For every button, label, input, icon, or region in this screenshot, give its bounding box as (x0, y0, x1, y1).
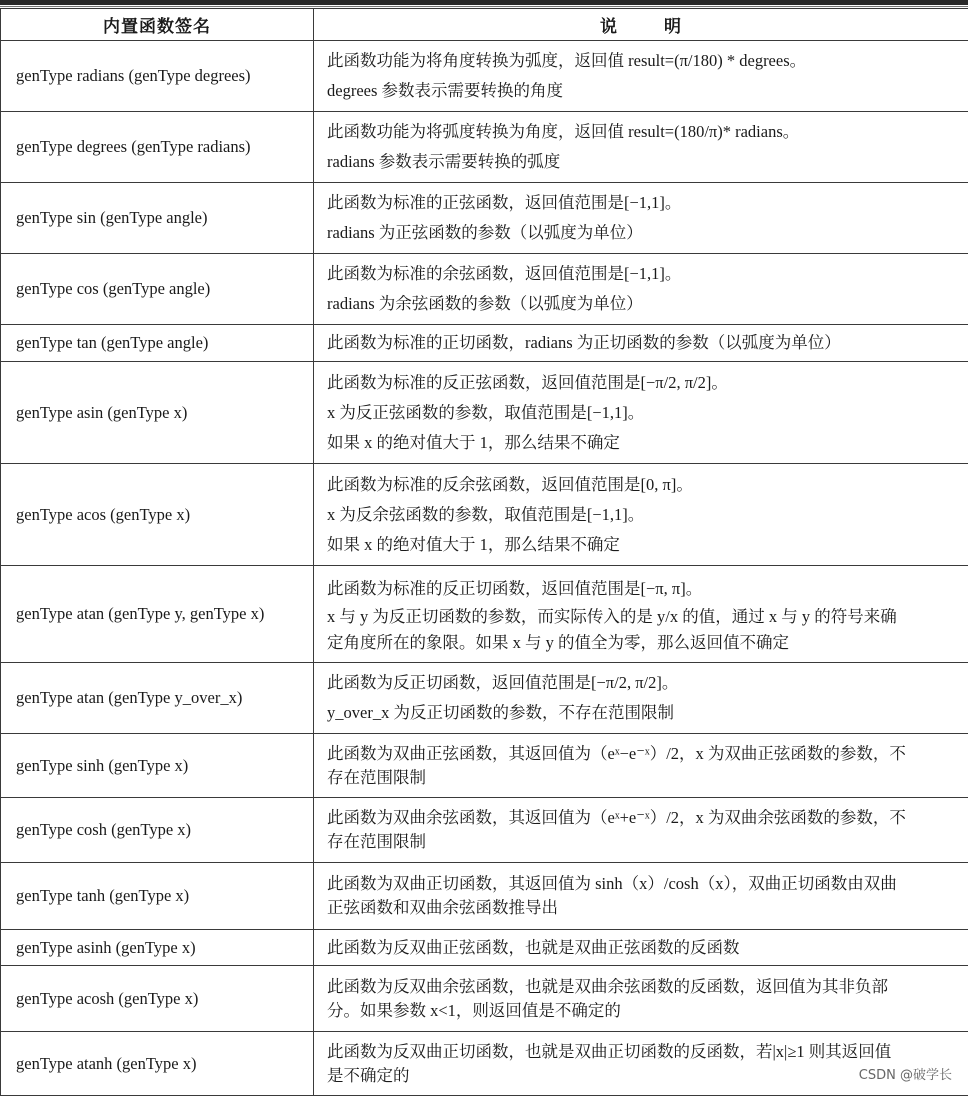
signature-cell: genType atan (genType y_over_x) (1, 663, 314, 734)
description-cell (314, 464, 968, 566)
description-line: 此函数为标准的反正弦函数，返回值范围是[−π/2, π/2]。 (327, 368, 962, 398)
description-line: 此函数为反双曲余弦函数，也就是双曲余弦函数的反函数，返回值为其非负部 (327, 975, 962, 999)
description-line: 此函数功能为将角度转换为弧度，返回值 result=(π/180) * degrees。 (327, 46, 962, 76)
table-row (1, 254, 968, 325)
description-line: 存在范围限制 (327, 766, 962, 790)
description-line: 定角度所在的象限。如果 x 与 y 的值全为零，那么返回值不确定 (327, 630, 962, 655)
description-line: 此函数为反双曲正弦函数，也就是双曲正弦函数的反函数 (327, 933, 962, 963)
description-line: x 为反正弦函数的参数，取值范围是[−1,1]。 (327, 398, 962, 428)
description-cell (314, 966, 968, 1032)
signature-cell: genType asinh (genType x) (1, 930, 314, 966)
description-line: 此函数为标准的正弦函数，返回值范围是[−1,1]。 (327, 188, 962, 218)
signature-cell: genType sinh (genType x) (1, 734, 314, 798)
description-line: 此函数为标准的反余弦函数，返回值范围是[0, π]。 (327, 470, 962, 500)
description-line: x 与 y 为反正切函数的参数，而实际传入的是 y/x 的值，通过 x 与 y 的符号来确 (327, 603, 962, 630)
table-header-row (1, 9, 968, 41)
description-line: radians 为余弦函数的参数（以弧度为单位） (327, 289, 962, 319)
description-line: 存在范围限制 (327, 830, 962, 854)
description-cell (314, 362, 968, 464)
table-row (1, 362, 968, 464)
table-row (1, 966, 968, 1032)
table-row (1, 183, 968, 254)
description-line: 正弦函数和双曲余弦函数推导出 (327, 896, 962, 920)
table-row (1, 566, 968, 663)
description-cell (314, 41, 968, 112)
description-line: 此函数为反双曲正切函数，也就是双曲正切函数的反函数，若|x|≥1 则其返回值 (327, 1040, 962, 1064)
signature-cell: genType asin (genType x) (1, 362, 314, 464)
description-line: 如果 x 的绝对值大于 1，那么结果不确定 (327, 530, 962, 560)
signature-cell: genType atanh (genType x) (1, 1032, 314, 1096)
header-signature: 内置函数签名 (1, 9, 314, 41)
description-line: 此函数为标准的正切函数，radians 为正切函数的参数（以弧度为单位） (327, 328, 962, 358)
description-line: 此函数为双曲余弦函数，其返回值为（eˣ+e⁻ˣ）/2，x 为双曲余弦函数的参数，不 (327, 806, 962, 830)
description-cell (314, 254, 968, 325)
description-line: degrees 参数表示需要转换的角度 (327, 76, 962, 106)
description-line: 此函数为标准的余弦函数，返回值范围是[−1,1]。 (327, 259, 962, 289)
description-line: 如果 x 的绝对值大于 1，那么结果不确定 (327, 428, 962, 458)
table-row (1, 1032, 968, 1096)
table-row (1, 663, 968, 734)
table-row (1, 863, 968, 930)
signature-cell: genType cos (genType angle) (1, 254, 314, 325)
header-description-char-2: 明 (664, 17, 682, 37)
signature-cell: genType degrees (genType radians) (1, 112, 314, 183)
description-cell (314, 863, 968, 930)
header-description (314, 9, 968, 41)
signature-cell: genType acosh (genType x) (1, 966, 314, 1032)
top-rule-thin (0, 6, 968, 7)
description-line: 此函数为双曲正弦函数，其返回值为（eˣ−e⁻ˣ）/2，x 为双曲正弦函数的参数，不 (327, 742, 962, 766)
description-line: 分。如果参数 x<1，则返回值是不确定的 (327, 999, 962, 1023)
builtin-functions-table (0, 8, 968, 1096)
signature-cell: genType atan (genType y, genType x) (1, 566, 314, 663)
description-cell (314, 798, 968, 863)
table-row (1, 930, 968, 966)
description-cell (314, 112, 968, 183)
description-line: radians 为正弦函数的参数（以弧度为单位） (327, 218, 962, 248)
signature-cell: genType acos (genType x) (1, 464, 314, 566)
table-row (1, 734, 968, 798)
table-row (1, 464, 968, 566)
description-cell (314, 663, 968, 734)
signature-cell: genType cosh (genType x) (1, 798, 314, 863)
description-cell (314, 183, 968, 254)
description-line: 是不确定的 (327, 1064, 962, 1088)
description-line: x 为反余弦函数的参数，取值范围是[−1,1]。 (327, 500, 962, 530)
description-line: radians 参数表示需要转换的弧度 (327, 147, 962, 177)
signature-cell: genType radians (genType degrees) (1, 41, 314, 112)
signature-cell: genType sin (genType angle) (1, 183, 314, 254)
watermark: CSDN @破学长 (859, 1064, 952, 1083)
table-row (1, 798, 968, 863)
table-row (1, 41, 968, 112)
description-cell (314, 930, 968, 966)
signature-cell: genType tan (genType angle) (1, 325, 314, 362)
top-rule (0, 0, 968, 5)
table-row (1, 325, 968, 362)
table-row (1, 112, 968, 183)
description-line: 此函数为反正切函数，返回值范围是[−π/2, π/2]。 (327, 668, 962, 698)
description-cell (314, 566, 968, 663)
description-line: 此函数功能为将弧度转换为角度，返回值 result=(180/π)* radians。 (327, 117, 962, 147)
description-cell (314, 325, 968, 362)
description-cell (314, 734, 968, 798)
header-description-char-1: 说 (600, 17, 618, 37)
signature-cell: genType tanh (genType x) (1, 863, 314, 930)
description-line: 此函数为标准的反正切函数，返回值范围是[−π, π]。 (327, 574, 962, 603)
description-line: y_over_x 为反正切函数的参数，不存在范围限制 (327, 698, 962, 728)
description-line: 此函数为双曲正切函数，其返回值为 sinh（x）/cosh（x），双曲正切函数由双曲 (327, 872, 962, 896)
